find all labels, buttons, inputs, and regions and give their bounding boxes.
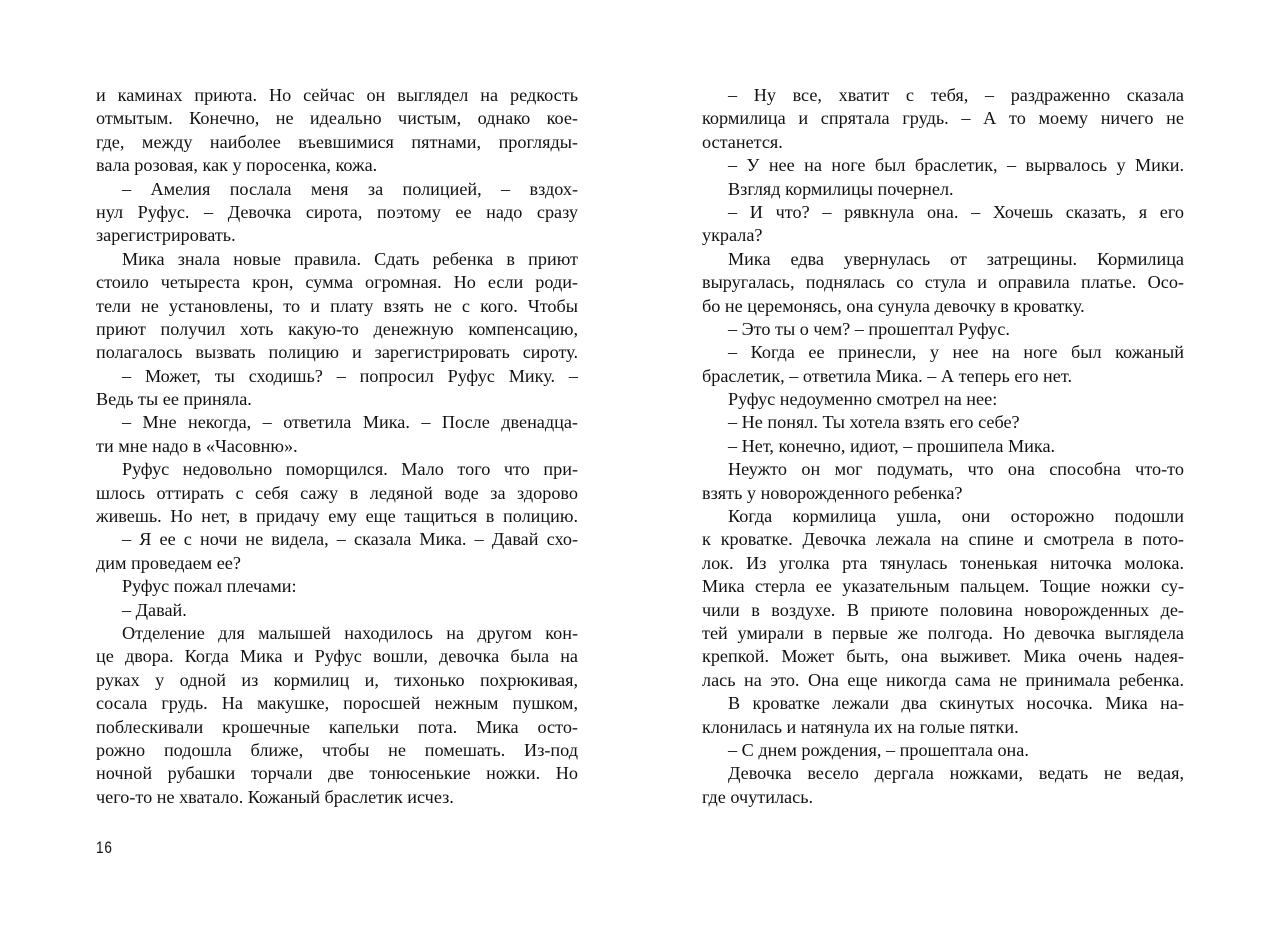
text-line: где очутилась. bbox=[702, 786, 814, 807]
text-line: – Я ее с ночи не видела, – сказала Мика. – Давай схо- bbox=[122, 529, 578, 550]
text-line: браслетик, – ответила Мика. – А теперь его нет. bbox=[702, 365, 1072, 386]
text-line: крепкой. Может быть, она выживет. Мика очень надея- bbox=[702, 646, 1184, 667]
text-line: – Ну все, хватит с тебя, – раздраженно сказала bbox=[728, 85, 1184, 105]
text-line: рожно подошла ближе, чтобы не помешать. Из-под bbox=[96, 739, 578, 760]
text-line: отмытым. Конечно, не идеально чистым, однако кое- bbox=[96, 108, 578, 129]
text-line: взять у новорожденного ребенка? bbox=[702, 482, 963, 503]
text-line: бо не церемонясь, она сунула девочку в кроватку. bbox=[702, 295, 1085, 316]
text-line: – Мне некогда, – ответила Мика. – После двенадца- bbox=[122, 412, 578, 433]
page-number: 16 bbox=[96, 838, 113, 857]
text-line: живешь. Но нет, в придачу ему еще тащиться в полицию. bbox=[96, 506, 578, 527]
right-page-text bbox=[702, 84, 1184, 809]
text-line: ти мне надо в «Часовню». bbox=[96, 435, 298, 456]
text-line: украла? bbox=[702, 225, 763, 246]
text-line: кормилица и спрятала грудь. – А то моему ничего не bbox=[702, 108, 1184, 129]
left-page-text bbox=[96, 84, 578, 809]
text-line: чего-то не хватало. Кожаный браслетик исчез. bbox=[96, 786, 454, 807]
text-line: и каминах приюта. Но сейчас он выглядел на редкость bbox=[96, 85, 578, 105]
text-line: приют получил хоть какую-то денежную компенсацию, bbox=[96, 318, 578, 339]
text-line: – С днем рождения, – прошептала она. bbox=[728, 739, 1029, 760]
text-line: – Может, ты сходишь? – попросил Руфус Мику. – bbox=[122, 365, 578, 386]
text-line: Взгляд кормилицы почернел. bbox=[728, 178, 954, 199]
text-line: Неужто он мог подумать, что она способна что-то bbox=[728, 459, 1184, 480]
text-line: Девочка весело дергала ножками, ведать не ведая, bbox=[728, 763, 1184, 784]
text-line: це двора. Когда Мика и Руфус вошли, девочка была на bbox=[96, 646, 578, 667]
text-line: лась на это. Она еще никогда сама не принимала ребенка. bbox=[702, 669, 1184, 690]
text-line: тели не установлены, то и плату взять не с кого. Чтобы bbox=[96, 295, 578, 316]
text-line: – Не понял. Ты хотела взять его себе? bbox=[728, 412, 1020, 433]
text-line: руках у одной из кормилиц и, тихонько похрюкивая, bbox=[96, 669, 578, 690]
text-line: останется. bbox=[702, 131, 783, 152]
text-line: клонилась и натянула их на голые пятки. bbox=[702, 716, 1019, 737]
text-line: вала розовая, как у поросенка, кожа. bbox=[96, 155, 378, 176]
text-line: дим проведаем ее? bbox=[96, 552, 241, 573]
text-line: Мика едва увернулась от затрещины. Кормилица bbox=[728, 248, 1184, 269]
text-line: – Давай. bbox=[122, 599, 187, 620]
text-line: ночной рубашки торчали две тонюсенькие ножки. Но bbox=[96, 763, 578, 784]
text-line: Мика знала новые правила. Сдать ребенка в приют bbox=[122, 248, 578, 269]
text-line: – Когда ее принесли, у нее на ноге был кожаный bbox=[728, 342, 1184, 363]
text-line: – И что? – рявкнула она. – Хочешь сказать, я его bbox=[728, 201, 1184, 222]
text-line: нул Руфус. – Девочка сирота, поэтому ее надо сразу bbox=[96, 201, 578, 222]
text-line: тей умирали в первые же полгода. Но девочка выглядела bbox=[702, 622, 1184, 643]
text-line: – Нет, конечно, идиот, – прошипела Мика. bbox=[728, 435, 1056, 456]
text-line: полагалось вызвать полицию и зарегистрировать сироту. bbox=[96, 342, 578, 363]
text-line: лок. Из уголка рта тянулась тоненькая ниточка молока. bbox=[702, 552, 1184, 573]
text-line: – Это ты о чем? – прошептал Руфус. bbox=[728, 318, 1010, 339]
text-line: В кроватке лежали два скинутых носочка. Мика на- bbox=[728, 693, 1184, 714]
text-line: – У нее на ноге был браслетик, – вырвалось у Мики. bbox=[728, 155, 1184, 176]
text-line: Мика стерла ее указательным пальцем. Тощие ножки су- bbox=[702, 576, 1184, 597]
text-line: где, между наиболее въевшимися пятнами, прогляды- bbox=[96, 131, 578, 152]
text-line: зарегистрировать. bbox=[96, 225, 236, 246]
text-line: Руфус пожал плечами: bbox=[122, 576, 297, 597]
text-line: – Амелия послала меня за полицией, – вздох- bbox=[122, 178, 578, 199]
text-line: выругалась, поднялась со стула и оправила платье. Осо- bbox=[702, 272, 1184, 293]
text-line: к кроватке. Девочка лежала на спине и смотрела в пото- bbox=[702, 529, 1184, 550]
text-line: Руфус недовольно поморщился. Мало того что при- bbox=[122, 459, 578, 480]
text-line: поблескивали крошечные капельки пота. Мика осто- bbox=[96, 716, 578, 737]
text-line: чили в воздухе. В приюте половина новорожденных де- bbox=[702, 599, 1184, 620]
text-line: Руфус недоуменно смотрел на нее: bbox=[728, 389, 998, 410]
text-line: стоило четыреста крон, сумма огромная. Но если роди- bbox=[96, 272, 578, 293]
text-line: Отделение для малышей находилось на другом кон- bbox=[122, 622, 578, 643]
text-line: шлось оттирать с себя сажу в ледяной воде за здорово bbox=[96, 482, 578, 503]
text-line: Когда кормилица ушла, они осторожно подошли bbox=[728, 506, 1184, 527]
text-line: сосала грудь. На макушке, поросшей нежным пушком, bbox=[96, 693, 578, 714]
text-line: Ведь ты ее приняла. bbox=[96, 389, 252, 410]
